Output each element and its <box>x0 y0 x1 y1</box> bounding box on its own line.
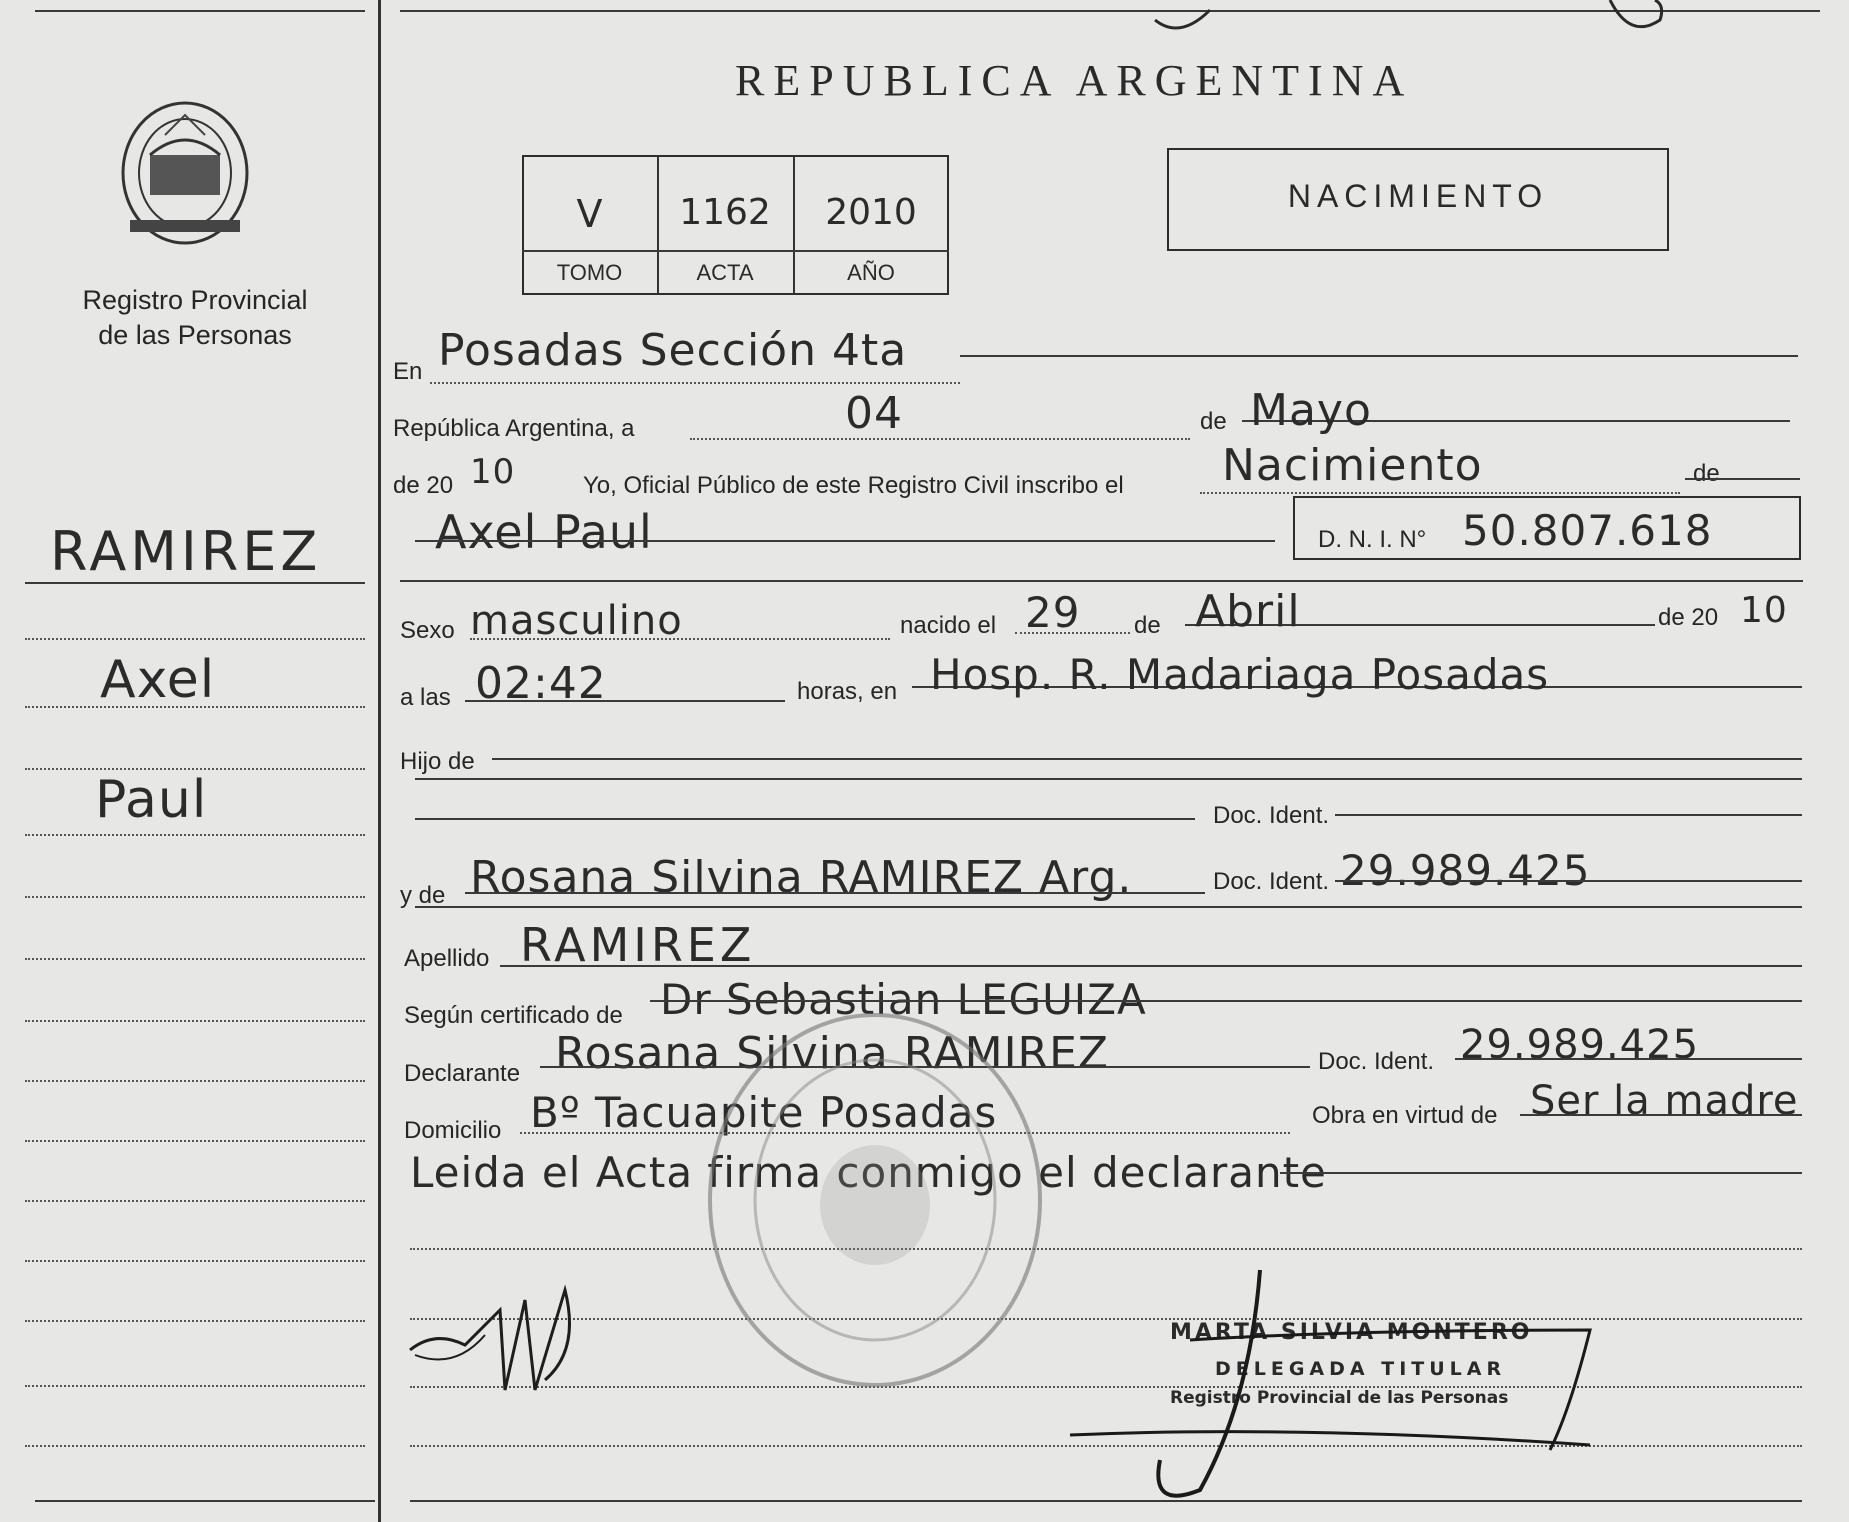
en-value: Posadas Sección 4ta <box>438 325 908 376</box>
apellido-rule <box>500 965 1802 967</box>
segun-label: Según certificado de <box>404 1002 623 1029</box>
official-seal-icon <box>700 1005 1050 1395</box>
domicilio-value: Bº Tacuapite Posadas <box>530 1088 998 1137</box>
officer-registry-stamp: Registro Provincial de las Personas <box>1170 1388 1509 1408</box>
anio-label: AÑO <box>847 260 895 285</box>
declarante-doc-rule <box>1455 1058 1802 1060</box>
tomo-label: TOMO <box>556 260 623 285</box>
doc-ident2-label: Doc. Ident. <box>1213 868 1330 895</box>
hijo-label: Hijo de <box>400 748 475 775</box>
sidebar-dotted-line <box>25 1260 365 1262</box>
de1-label: de <box>1200 408 1227 435</box>
top-edge-handwriting <box>1150 0 1670 40</box>
leida-value: Leida el Acta firma conmigo el declarante <box>410 1148 1327 1197</box>
sidebar-dotted-line <box>25 706 365 708</box>
acta-value: 1162 <box>679 192 771 233</box>
de3-label: de <box>1134 612 1161 639</box>
nac-dia-value: 29 <box>1025 588 1081 637</box>
leida-rule <box>1280 1172 1802 1174</box>
certificado-value: Dr Sebastian LEGUIZA <box>660 975 1147 1024</box>
de2-rule <box>1685 478 1800 480</box>
sexo-label: Sexo <box>400 617 455 644</box>
de-anio-label: de 20 <box>393 472 454 499</box>
sidebar-surname: RAMIREZ <box>50 520 322 583</box>
en-rule <box>960 355 1798 357</box>
madre-value: Rosana Silvina RAMIREZ Arg. <box>470 852 1133 903</box>
sidebar-dotted-line <box>25 1020 365 1022</box>
sidebar-dotted-line <box>25 1200 365 1202</box>
hijo-rule-2 <box>415 778 1802 780</box>
declarante-value: Rosana Silvina RAMIREZ <box>555 1028 1110 1079</box>
de2-label: de <box>1693 460 1720 487</box>
mes-value: Mayo <box>1250 385 1372 436</box>
bottom-rule <box>410 1500 1802 1502</box>
acta-label: ACTA <box>696 260 754 285</box>
nac-mes-value: Abril <box>1195 586 1301 637</box>
apellido-value: RAMIREZ <box>520 918 756 972</box>
en-label: En <box>393 358 423 385</box>
nacido-label: nacido el <box>900 612 997 639</box>
acto-dotted-line <box>1200 492 1680 494</box>
sidebar-rule <box>25 582 365 584</box>
en-dotted-line <box>430 382 960 384</box>
officer-signature <box>1050 1260 1610 1500</box>
officer-name-stamp: MARTA SILVIA MONTERO <box>1170 1320 1533 1345</box>
republica-label: República Argentina, a <box>393 415 635 442</box>
padre-doc-rule <box>1335 814 1802 816</box>
sidebar-dotted-line <box>25 638 365 640</box>
sidebar-bottom-rule <box>35 1500 375 1502</box>
doc-ident3-label: Doc. Ident. <box>1318 1048 1435 1075</box>
declarant-signature <box>405 1270 595 1420</box>
registry-name-line2: de las Personas <box>98 320 292 350</box>
obra-rule <box>1520 1114 1802 1116</box>
yo-oficial-text: Yo, Oficial Público de este Registro Civil inscribo el <box>583 472 1124 499</box>
certificado-rule <box>650 1000 1802 1002</box>
obra-label: Obra en virtud de <box>1312 1102 1498 1129</box>
document-type: NACIMIENTO <box>1287 178 1549 214</box>
tomo-value: V <box>576 192 603 236</box>
hora-value: 02:42 <box>475 658 607 709</box>
declarante-doc-value: 29.989.425 <box>1460 1022 1700 1068</box>
sidebar-dotted-line <box>25 834 365 836</box>
nombre-value: Axel Paul <box>435 505 653 559</box>
registry-name-line1: Registro Provincial <box>82 285 308 315</box>
sidebar-second-name: Paul <box>95 770 208 830</box>
madre-rule <box>465 892 1205 894</box>
declarante-label: Declarante <box>404 1060 521 1087</box>
sidebar-dotted-line <box>25 1080 365 1082</box>
dni-value: 50.807.618 <box>1462 506 1713 555</box>
horas-en-label: horas, en <box>797 678 898 705</box>
registry-grid-rule <box>522 250 949 252</box>
domicilio-label: Domicilio <box>404 1117 502 1144</box>
dia-value: 04 <box>845 388 903 439</box>
anio-value: 10 <box>470 452 516 492</box>
sidebar-dotted-line <box>25 1445 365 1447</box>
madre-doc-rule <box>1335 880 1802 882</box>
top-rule-left <box>35 10 365 12</box>
obra-value: Ser la madre <box>1530 1078 1799 1124</box>
sidebar-dotted-line <box>25 1320 365 1322</box>
acto-value: Nacimiento <box>1222 440 1483 491</box>
anio-value: 2010 <box>825 192 917 233</box>
section-rule <box>400 580 1803 582</box>
sidebar-dotted-line <box>25 958 365 960</box>
sexo-value: masculino <box>470 598 683 644</box>
officer-title-stamp: DELEGADA TITULAR <box>1215 1358 1507 1380</box>
madre-rule-2 <box>415 906 1802 908</box>
page-title: REPUBLICA ARGENTINA <box>735 56 1414 105</box>
madre-doc-value: 29.989.425 <box>1340 846 1591 895</box>
a-las-label: a las <box>400 684 451 711</box>
dia-dotted-line <box>690 438 1190 440</box>
apellido-label: Apellido <box>404 945 490 972</box>
sidebar-dotted-line <box>25 1140 365 1142</box>
sidebar-dotted-line <box>25 1385 365 1387</box>
nombre-rule <box>415 540 1275 542</box>
hijo-rule <box>492 758 1802 760</box>
column-divider <box>378 0 381 1522</box>
y-de-label: y de <box>400 882 446 909</box>
sidebar-dotted-line <box>25 768 365 770</box>
padre-rule <box>415 818 1195 820</box>
empty-dotted-line <box>410 1248 1802 1250</box>
nac-anio-value: 10 <box>1740 590 1788 631</box>
de20-label: de 20 <box>1658 604 1719 631</box>
sidebar-first-name: Axel <box>100 650 216 710</box>
provincial-seal-icon <box>110 95 260 255</box>
doc-ident1-label: Doc. Ident. <box>1213 802 1330 829</box>
sidebar-dotted-line <box>25 896 365 898</box>
lugar-value: Hosp. R. Madariaga Posadas <box>930 650 1550 699</box>
dni-label: D. N. I. N° <box>1318 526 1427 553</box>
